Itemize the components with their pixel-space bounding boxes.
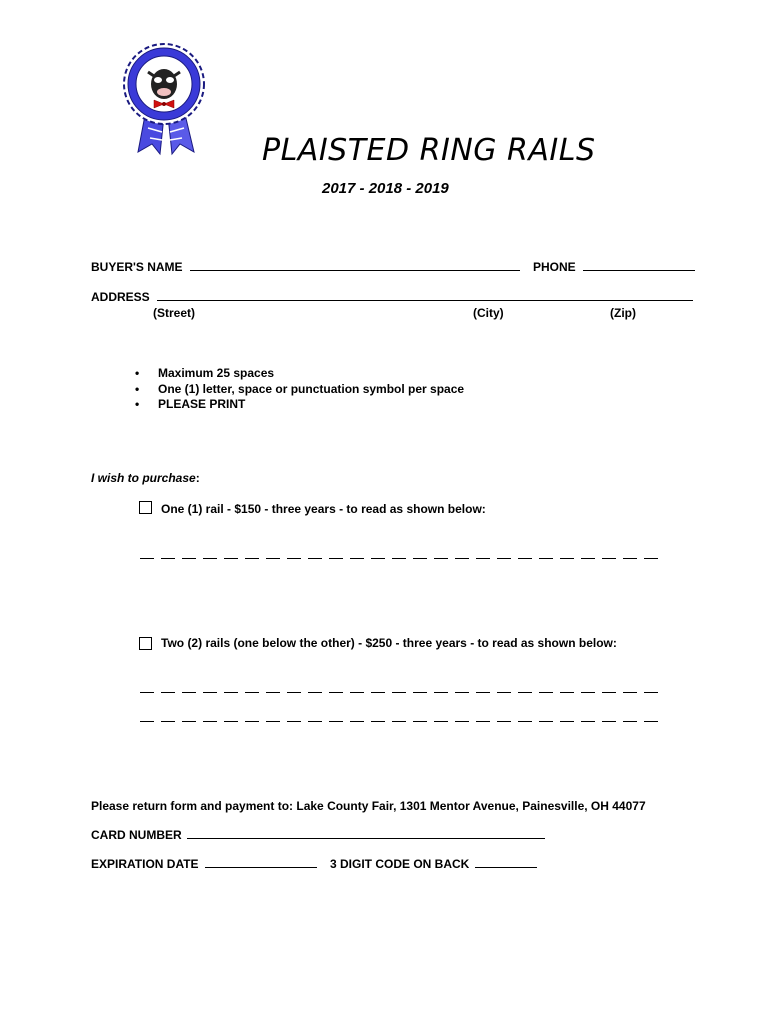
lake-county-fair-logo xyxy=(118,40,208,160)
rail-two-line-two-spaces[interactable] xyxy=(140,721,658,722)
expiration-label: EXPIRATION DATE xyxy=(91,857,199,871)
card-number-label: CARD NUMBER xyxy=(91,828,182,842)
list-item: • One (1) letter, space or punctuation symbol per space xyxy=(135,382,464,398)
code-label: 3 DIGIT CODE ON BACK xyxy=(330,857,470,871)
list-item: • Maximum 25 spaces xyxy=(135,366,464,382)
code-field[interactable] xyxy=(475,857,537,868)
expiration-row xyxy=(91,857,317,871)
return-instructions: Please return form and payment to: Lake County Fair, 1301 Mentor Avenue, Painesville, OH 44077 xyxy=(91,799,646,813)
years-subtitle: 2017 - 2018 - 2019 xyxy=(322,180,449,197)
option-two-checkbox[interactable] xyxy=(139,637,152,655)
address-label: ADDRESS xyxy=(91,290,150,304)
address-row xyxy=(91,290,693,304)
page-title: PLAISTED RING RAILS xyxy=(262,133,596,168)
rail-one-spaces[interactable] xyxy=(140,558,658,559)
card-number-field[interactable] xyxy=(187,828,545,839)
expiration-field[interactable] xyxy=(205,857,317,868)
buyer-name-field[interactable] xyxy=(190,260,520,271)
city-label: (City) xyxy=(473,306,504,320)
logo-ribbon-icon xyxy=(118,40,208,160)
list-item: • PLEASE PRINT xyxy=(135,397,464,413)
purchase-intro-colon: : xyxy=(195,471,200,485)
card-number-row xyxy=(91,828,545,842)
zip-label: (Zip) xyxy=(610,306,636,320)
purchase-intro xyxy=(91,471,200,485)
street-label: (Street) xyxy=(153,306,196,320)
phone-row xyxy=(533,260,695,274)
option-one-checkbox[interactable] xyxy=(139,501,152,519)
phone-field[interactable] xyxy=(583,260,695,271)
phone-label: PHONE xyxy=(533,260,576,274)
rail-two-line-one-spaces[interactable] xyxy=(140,692,658,693)
code-row xyxy=(330,857,537,871)
buyer-name-row xyxy=(91,260,520,274)
purchase-intro-text: I wish to purchase xyxy=(91,471,196,485)
option-one-label: One (1) rail - $150 - three years - to read as shown below: xyxy=(161,502,486,516)
buyer-name-label: BUYER'S NAME xyxy=(91,260,183,274)
option-two-label: Two (2) rails (one below the other) - $250 - three years - to read as shown below: xyxy=(161,636,617,650)
address-field[interactable] xyxy=(157,290,693,301)
rules-list xyxy=(135,366,464,413)
